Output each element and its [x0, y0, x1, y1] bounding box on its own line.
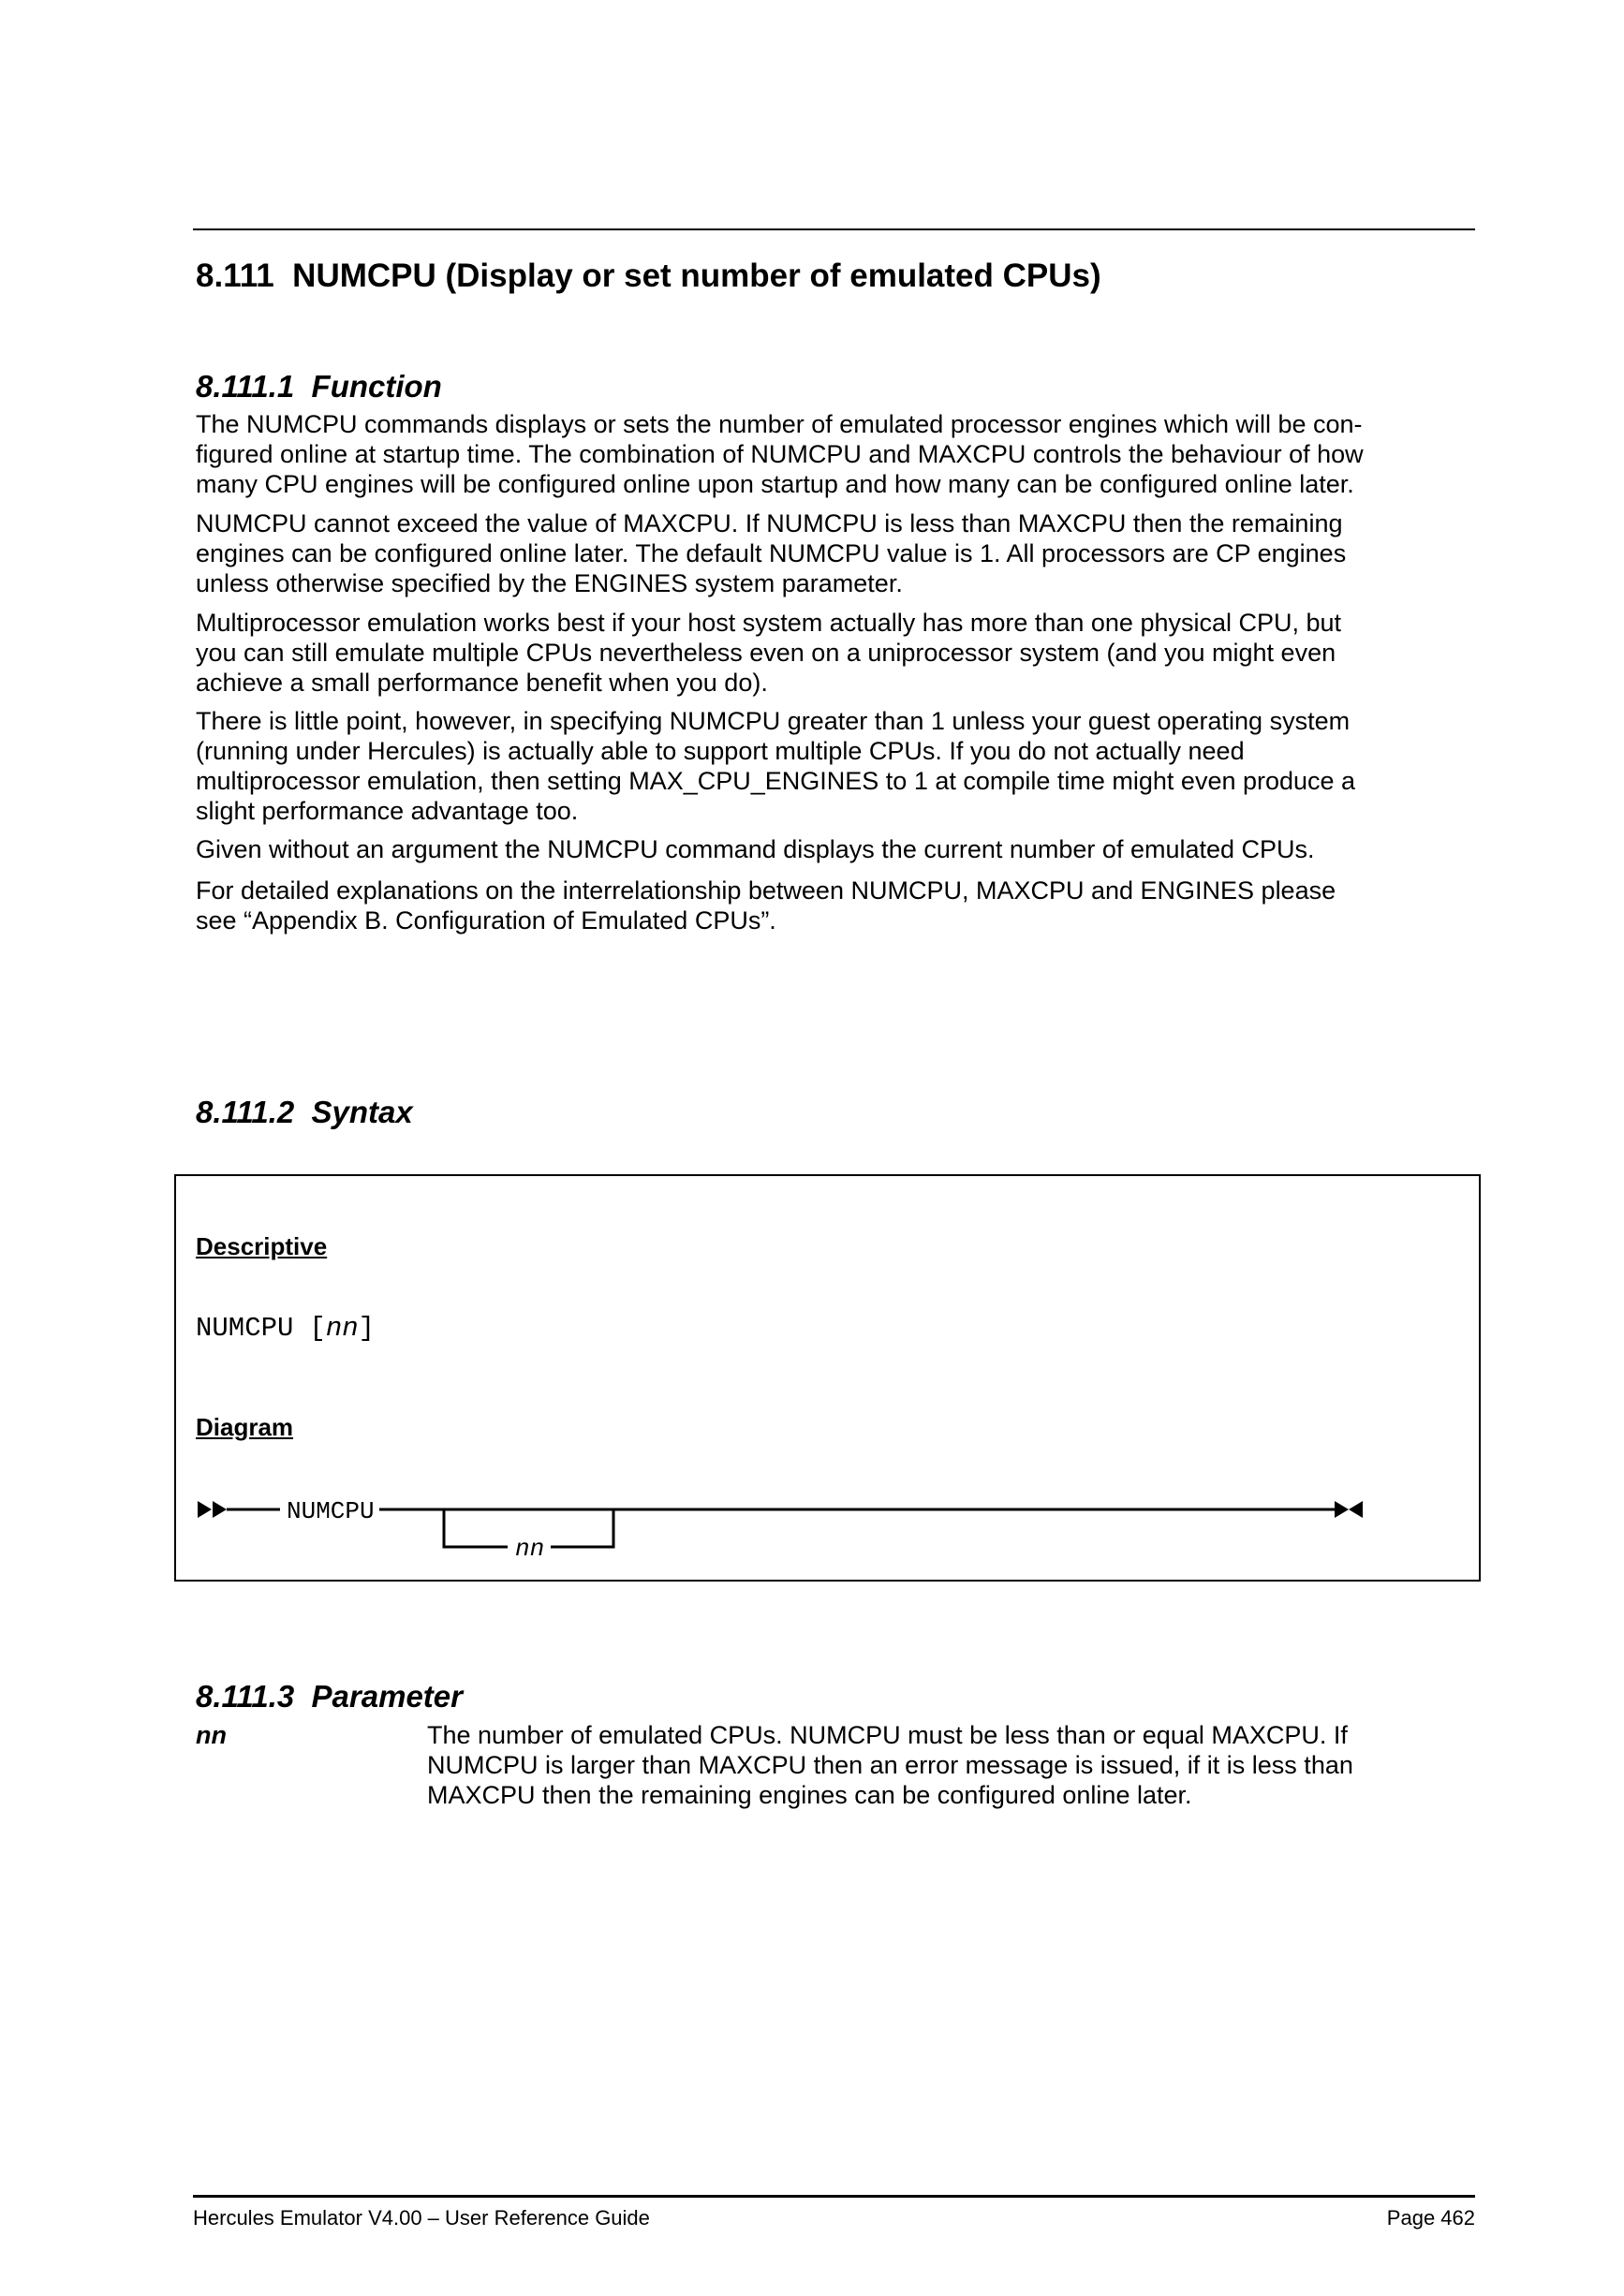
rail-start-arrow-icon: [213, 1501, 227, 1518]
rail-branch-line: [444, 1509, 508, 1547]
function-paragraph: Given without an argument the NUMCPU command displays the current number of emulated CPUs.: [196, 835, 1315, 863]
section-heading-function: 8.111.1 Function: [196, 369, 442, 405]
syntax-keyword: NUMCPU: [196, 1313, 294, 1344]
rail-keyword: NUMCPU: [287, 1497, 375, 1525]
page-title: 8.111 NUMCPU (Display or set number of emulated CPUs): [196, 258, 1101, 295]
section-heading-parameter: 8.111.3 Parameter: [196, 1679, 463, 1715]
function-paragraph: There is little point, however, in specifying NUMCPU greater than 1 unless your guest operating system (running under Hercules) is actually able to support multiple CPUs. If you do not actually need multiprocessor emulation, then setting MAX_CPU_ENGINES to 1 at compile time might even produce a slight performance advantage too.: [196, 707, 1356, 825]
syntax-box: [174, 1174, 1481, 1582]
section-heading-syntax: 8.111.2 Syntax: [196, 1095, 413, 1130]
footer: [193, 2206, 1475, 2230]
rail-operand: nn: [515, 1535, 545, 1563]
footer-document-title: Hercules Emulator V4.00 – User Reference Guide: [193, 2206, 650, 2230]
rail-branch-line: [551, 1509, 613, 1547]
parameter-description: The number of emulated CPUs. NUMCPU must be less than or equal MAXCPU. If NUMCPU is larger than MAXCPU then an error message is issued, if it is less than MAXCPU then the remaining engines can be configured online later.: [427, 1721, 1353, 1809]
function-paragraph: NUMCPU cannot exceed the value of MAXCPU. If NUMCPU is less than MAXCPU then the remaining engines can be configured online later. The default NUMCPU value is 1. All processors are CP engines unless otherwise specified by the ENGINES system parameter.: [196, 509, 1347, 597]
syntax-operand: nn: [325, 1313, 359, 1344]
railroad-diagram: [196, 1489, 1366, 1564]
rail-start-arrow-icon: [198, 1501, 212, 1518]
parameter-name: nn: [196, 1721, 227, 1749]
diagram-label: Diagram: [196, 1413, 294, 1441]
title-rule: [193, 228, 1475, 230]
rail-end-arrow-icon: [1349, 1501, 1363, 1518]
function-paragraph: For detailed explanations on the interrelationship between NUMCPU, MAXCPU and ENGINES please see “Appendix B. Configuration of Emulated CPUs”.: [196, 876, 1336, 935]
function-paragraph: The NUMCPU commands displays or sets the number of emulated processor engines which will be con- figured online at startup time. The combination of NUMCPU and MAXCPU controls the behaviour of how many CPU engines will be configured online upon startup and how many can be configured online later.: [196, 410, 1364, 498]
bracket-close: ]: [358, 1313, 376, 1344]
syntax-statement: [196, 1313, 375, 1345]
function-paragraph: Multiprocessor emulation works best if your host system actually has more than one physical CPU, but you can still emulate multiple CPUs nevertheless even on a uniprocessor system (and you might even achieve a small performance benefit when you do).: [196, 609, 1342, 697]
footer-rule: [193, 2195, 1475, 2198]
bracket-open: [: [309, 1313, 326, 1344]
descriptive-label: Descriptive: [196, 1232, 328, 1260]
rail-end-arrow-icon: [1335, 1501, 1349, 1518]
footer-page-number: Page 462: [1386, 2206, 1475, 2230]
